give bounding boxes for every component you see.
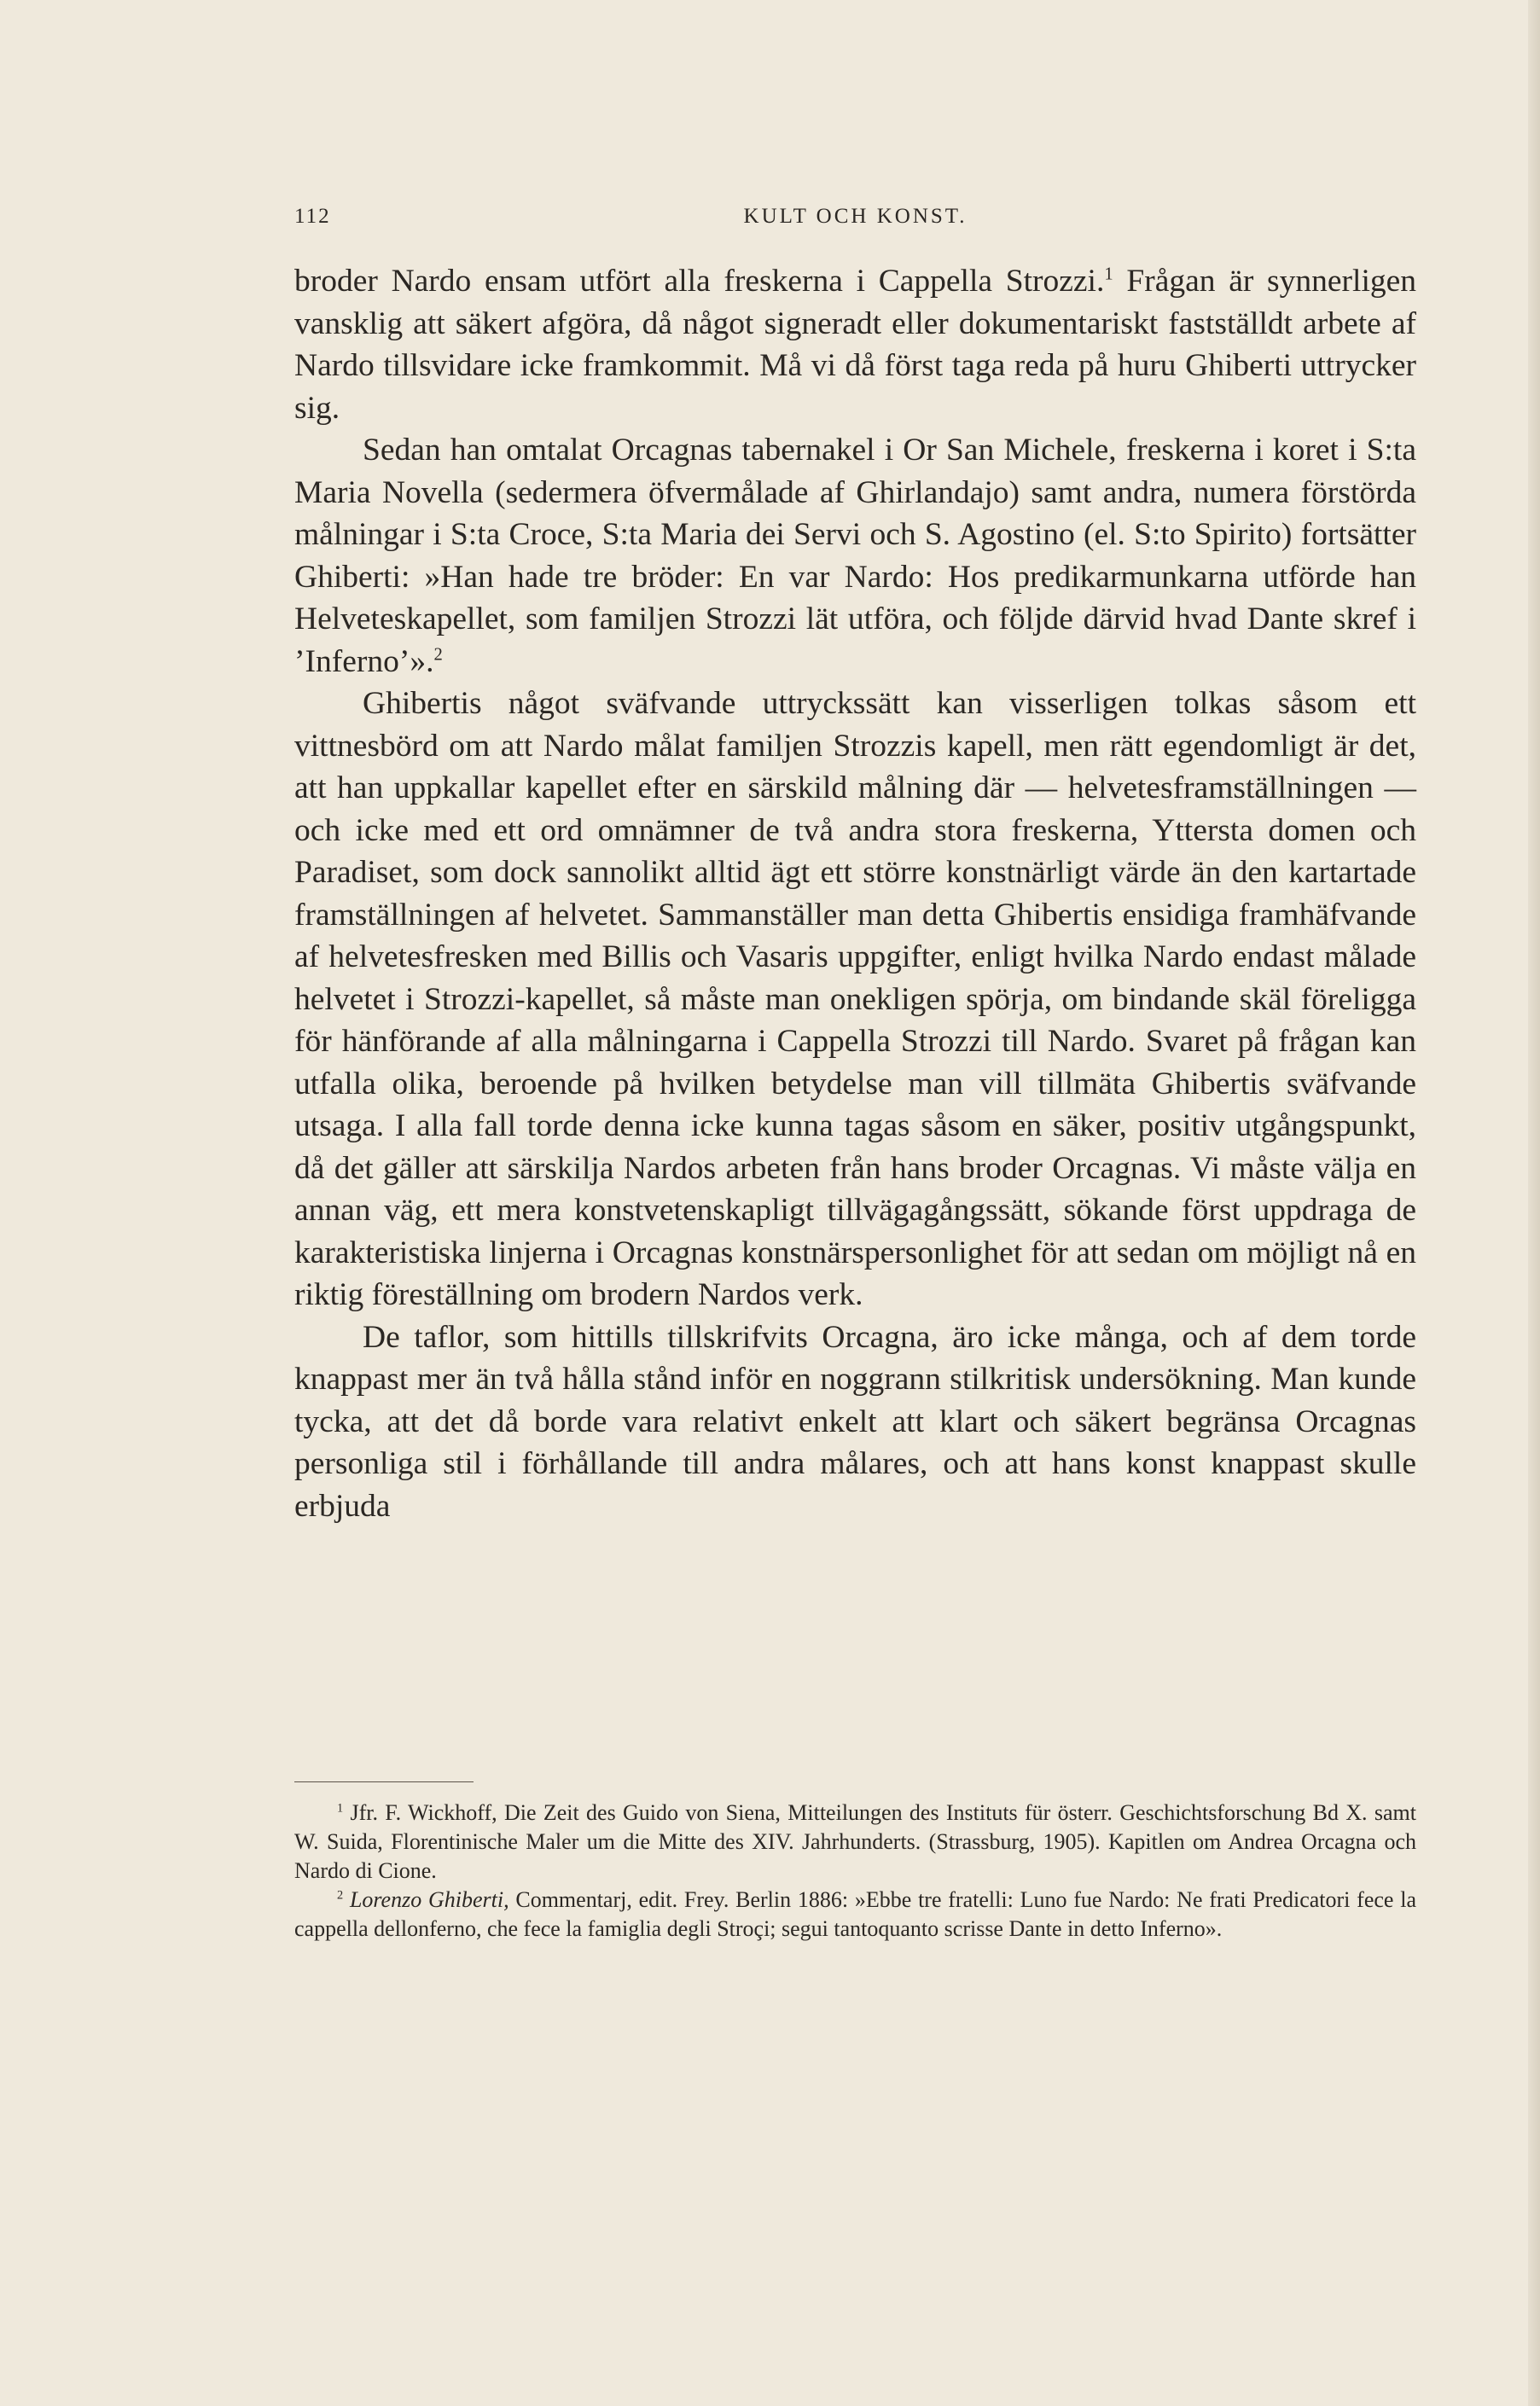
footnote-1-mark: 1 [337,1801,344,1816]
running-header [294,205,1416,239]
footnote-2-text: Commentarj, edit. Frey. Berlin 1886: »Ebbe tre fratelli: Luno fue Nardo: Ne frati Predicatori fece la cappella dellonferno, che fece la famiglia degli Stroçi; segui tantoquanto scrisse Dante in detto Inferno». [294,1887,1416,1941]
running-title: KULT OCH KONST. [743,205,968,228]
footnote-2 [294,1886,1416,1944]
paragraph-1-text-b: Frågan är synnerligen vansklig att säkert afgöra, då något signeradt eller dokumentariskt fastställdt arbete af Nardo tillsvidare icke framkommit. Må vi då först taga reda på huru Ghiberti uttrycker sig. [294,264,1417,426]
footnote-separator [294,1781,474,1782]
paragraph-4: De taflor, som hittills tillskrifvits Orcagna, äro icke många, och af dem torde knappast mer än två hålla stånd inför en noggrann stilkritisk undersökning. Man kunde tycka, att det då borde vara relativt enkelt att klart och säkert begränsa Orcagnas personliga stil i förhållande till andra målares, och att hans konst knappast skulle erbjuda [294,1319,1416,1524]
paragraph-1-text-a: broder Nardo ensam utfört alla freskerna i Cappella Strozzi. [294,264,1105,299]
footnote-ref-2[interactable]: 2 [433,645,443,664]
paragraph-2-text: Sedan han omtalat Orcagnas tabernakel i Or San Michele, freskerna i koret i S:ta Maria Novella (sedermera öfvermålade af Ghirlandajo) samt andra, numera förstörda målningar i S:ta Croce, S:ta Maria dei Servi och S. Agostino (el. S:to Spirito) fortsätter Ghiberti: »Han hade tre bröder: En var Nardo: Hos predikarmunkarna utförde han Helveteskapellet, som familjen Strozzi lät utföra, och följde därvid hvad Dante skref i ’Inferno’». [294,433,1416,679]
footnote-2-mark: 2 [337,1888,344,1903]
page-number: 112 [294,205,331,228]
paragraph-2 [294,429,1416,683]
footnotes [294,1799,1416,1944]
footnote-ref-1[interactable]: 1 [1104,264,1113,284]
page-edge-shadow [1528,0,1540,2406]
footnote-1 [294,1799,1416,1886]
paragraph-1 [294,260,1416,429]
body-text [294,260,1416,1527]
footnote-2-title: Lorenzo Ghiberti, [349,1887,509,1912]
paragraph-3: Ghibertis något sväfvande uttryckssätt kan visserligen tolkas såsom ett vittnesbörd om att Nardo målat familjen Strozzis kapell, men rätt egendomligt är det, att han uppkallar kapellet efter en särskild målning där — helvetesframställningen — och icke med ett ord omnämner de två andra stora freskerna, Yttersta domen och Paradiset, som dock sannolikt alltid ägt ett större konstnärligt värde än den kartartade framställningen af helvetet. Sammanställer man detta Ghibertis ensidiga framhäfvande af helvetesfresken med Billis och Vasaris uppgifter, enligt hvilka Nardo endast målade helvetet i Strozzi-kapellet, så måste man onekligen spörja, om bindande skäl föreligga för hänförande af alla målningarna i Cappella Strozzi till Nardo. Svaret på frågan kan utfalla olika, beroende på hvilken betydelse man vill tillmäta Ghibertis sväfvande utsaga. I alla fall torde denna icke kunna tagas såsom en säker, positiv utgångspunkt, då det gäller att särskilja Nardos arbeten från hans broder Orcagnas. Vi måste välja en annan väg, ett mera konstvetenskapligt tillvägagångssätt, sökande först uppdraga de karakteristiska linjerna i Orcagnas konstnärspersonlighet för att sedan om möjligt nå en riktig föreställning om brodern Nardos verk. [294,686,1416,1312]
footnote-1-text: Jfr. F. Wickhoff, Die Zeit des Guido von Siena, Mitteilungen des Instituts für österr. Geschichtsforschung Bd X. samt W. Suida, Florentinische Maler um die Mitte des XIV. Jahrhunderts. (Strassburg, 1905). Kapitlen om Andrea Orcagna och Nardo di Cione. [294,1800,1416,1883]
